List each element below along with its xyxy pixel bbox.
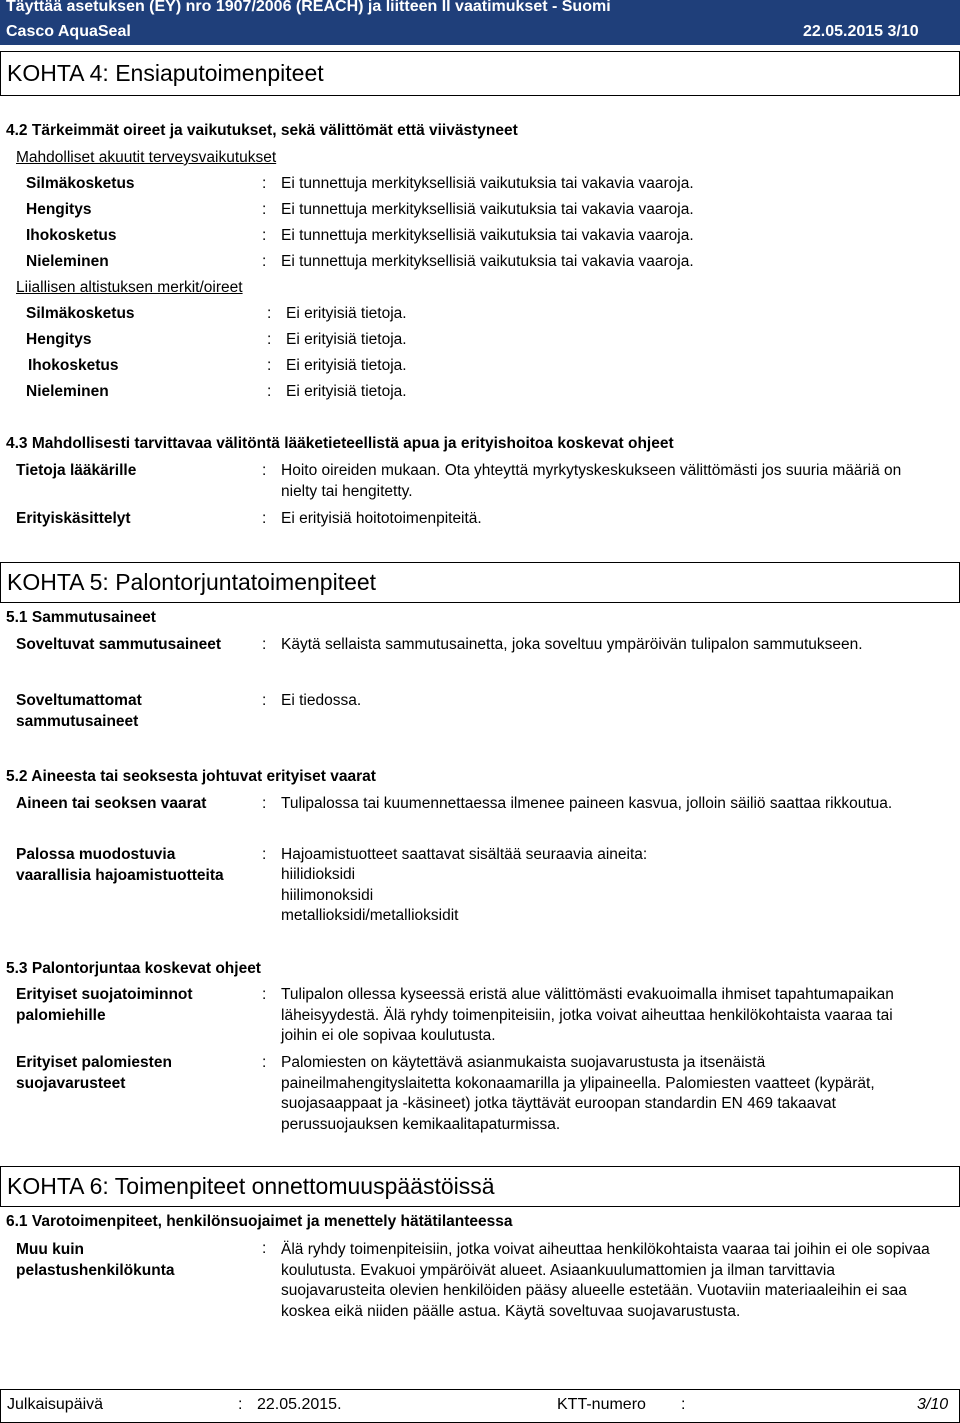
acute-value-eye: Ei tunnettuja merkityksellisiä vaikutuksia tai vakavia vaaroja.: [281, 175, 694, 192]
subsection-5-1-title: 5.1 Sammutusaineet: [6, 609, 156, 626]
over-value-inhalation: Ei erityisiä tietoja.: [286, 331, 407, 348]
colon: :: [267, 383, 272, 400]
colon: :: [262, 795, 267, 812]
colon: :: [262, 510, 267, 527]
firefighter-actions-value: Tulipalon ollessa kyseessä eristä alue välittömästi evakuoimalla ihmiset tapahtumapaikan läheisyydestä. Älä ryhdy toimenpiteisiin, jotka voivat aiheuttaa henkilökohtaista vaaraa tai joihin ei ole sopivaa koulutusta.: [281, 986, 894, 1044]
colon: :: [267, 331, 272, 348]
combustion-products-label: Palossa muodostuvia vaarallisia hajoamistuotteita: [16, 846, 224, 884]
non-emergency-value: Älä ryhdy toimenpiteisiin, jotka voivat aiheuttaa henkilökohtaista vaaraa tai joihin ei ole sopivaa koulutusta. Evakuoi ympäröivät alueet. Asiaankuulumattomien ja ilman tarvittavia suojavarusteita olevien henkilöiden pääsy alueelle estetään. Vuotaviin materiaaleihin ei saa koskea eikä niiden päälle astua. Käytä soveltuvaa suojavarustusta.: [281, 1241, 930, 1320]
protective-equipment-label: Erityiset palomiesten suojavarusteet: [16, 1054, 172, 1092]
acute-effects-title: Mahdolliset akuutit terveysvaikutukset: [16, 149, 277, 166]
combustion-item: hiilidioksidi: [281, 866, 356, 883]
colon: :: [262, 846, 267, 863]
unsuitable-media-label: Soveltumattomat sammutusaineet: [16, 692, 142, 730]
subsection-5-3-title: 5.3 Palontorjuntaa koskevat ohjeet: [6, 960, 261, 977]
acute-label-inhalation: Hengitys: [26, 201, 92, 218]
combustion-item: hiilimonoksidi: [281, 887, 374, 904]
colon: :: [262, 636, 267, 653]
section-5-heading: KOHTA 5: Palontorjuntatoimenpiteet: [0, 562, 960, 603]
acute-label-eye: Silmäkosketus: [26, 175, 135, 192]
hazards-value: Tulipalossa tai kuumennettaessa ilmenee paineen kasvua, jolloin säiliö saattaa rikkoutua.: [281, 795, 893, 812]
over-label-ingestion: Nieleminen: [26, 383, 109, 400]
combustion-intro: Hajoamistuotteet saattavat sisältää seuraavia aineita:: [281, 846, 648, 863]
ktt-number-label: KTT-numero: [557, 1396, 646, 1413]
colon: :: [681, 1396, 686, 1413]
over-value-ingestion: Ei erityisiä tietoja.: [286, 383, 407, 400]
hazards-label: Aineen tai seoksen vaarat: [16, 795, 207, 812]
colon: :: [262, 462, 267, 479]
colon: :: [238, 1396, 243, 1413]
section-4-heading: KOHTA 4: Ensiaputoimenpiteet: [0, 51, 960, 96]
special-treatment-label: Erityiskäsittelyt: [16, 510, 131, 527]
publication-date-value: 22.05.2015.: [257, 1396, 342, 1413]
combustion-item: metallioksidi/metallioksidit: [281, 907, 459, 924]
colon: :: [262, 692, 267, 709]
acute-value-inhalation: Ei tunnettuja merkityksellisiä vaikutuksia tai vakavia vaaroja.: [281, 201, 694, 218]
header-title: Täyttää asetuksen (EY) nro 1907/2006 (REACH) ja liitteen II vaatimukset - Suomi: [6, 0, 611, 15]
over-value-eye: Ei erityisiä tietoja.: [286, 305, 407, 322]
over-label-skin: Ihokosketus: [28, 357, 119, 374]
over-label-eye: Silmäkosketus: [26, 305, 135, 322]
subsection-4-2-title: 4.2 Tärkeimmät oireet ja vaikutukset, sekä välittömät että viivästyneet: [6, 122, 518, 139]
colon: :: [262, 175, 267, 192]
acute-value-skin: Ei tunnettuja merkityksellisiä vaikutuksia tai vakavia vaaroja.: [281, 227, 694, 244]
over-value-skin: Ei erityisiä tietoja.: [286, 357, 407, 374]
subsection-4-3-title: 4.3 Mahdollisesti tarvittavaa välitöntä lääketieteellistä apua ja erityishoitoa koskevat ohjeet: [6, 435, 674, 452]
colon: :: [262, 1054, 267, 1071]
section-6-heading: KOHTA 6: Toimenpiteet onnettomuuspäästöissä: [0, 1166, 960, 1207]
acute-value-ingestion: Ei tunnettuja merkityksellisiä vaikutuksia tai vakavia vaaroja.: [281, 253, 694, 270]
unsuitable-media-value: Ei tiedossa.: [281, 692, 362, 709]
over-label-inhalation: Hengitys: [26, 331, 92, 348]
document-header: [0, 0, 960, 45]
acute-label-ingestion: Nieleminen: [26, 253, 109, 270]
special-treatment-value: Ei erityisiä hoitotoimenpiteitä.: [281, 510, 482, 527]
suitable-media-value: Käytä sellaista sammutusainetta, joka soveltuu ympäröivän tulipalon sammutukseen.: [281, 636, 863, 653]
page-number: 3/10: [917, 1396, 949, 1413]
acute-label-skin: Ihokosketus: [26, 227, 117, 244]
colon: :: [262, 253, 267, 270]
colon: :: [267, 305, 272, 322]
firefighter-actions-label: Erityiset suojatoiminnot palomiehille: [16, 986, 193, 1024]
doctor-notes-label: Tietoja lääkärille: [16, 462, 137, 479]
colon: :: [262, 227, 267, 244]
header-date-page: 22.05.2015 3/10: [803, 23, 919, 40]
non-emergency-label: Muu kuin pelastushenkilökunta: [16, 1241, 175, 1279]
document-footer: [0, 1389, 960, 1423]
colon: :: [262, 1240, 267, 1257]
colon: :: [267, 357, 272, 374]
doctor-notes-value: Hoito oireiden mukaan. Ota yhteyttä myrkytyskeskukseen välittömästi jos suuria määriä on nielty tai hengitetty.: [281, 462, 902, 500]
product-name: Casco AquaSeal: [6, 23, 131, 40]
suitable-media-label: Soveltuvat sammutusaineet: [16, 636, 222, 653]
publication-date-label: Julkaisupäivä: [7, 1396, 104, 1413]
subsection-5-2-title: 5.2 Aineesta tai seoksesta johtuvat erityiset vaarat: [6, 768, 376, 785]
protective-equipment-value: Palomiesten on käytettävä asianmukaista suojavarustusta ja itsenäistä paineilmahengityslaitetta kokonaamarilla ja ylipaineella. Palomiesten vaatteet (kypärät, suojasaappaat ja -käsineet) jotka täyttävät euroopan standardin EN 469 takaavat perussuojauksen kemikaalitapaturmissa.: [281, 1054, 875, 1133]
colon: :: [262, 986, 267, 1003]
subsection-6-1-title: 6.1 Varotoimenpiteet, henkilönsuojaimet ja menettely hätätilanteessa: [6, 1213, 513, 1230]
overexposure-title: Liiallisen altistuksen merkit/oireet: [16, 279, 243, 296]
colon: :: [262, 201, 267, 218]
